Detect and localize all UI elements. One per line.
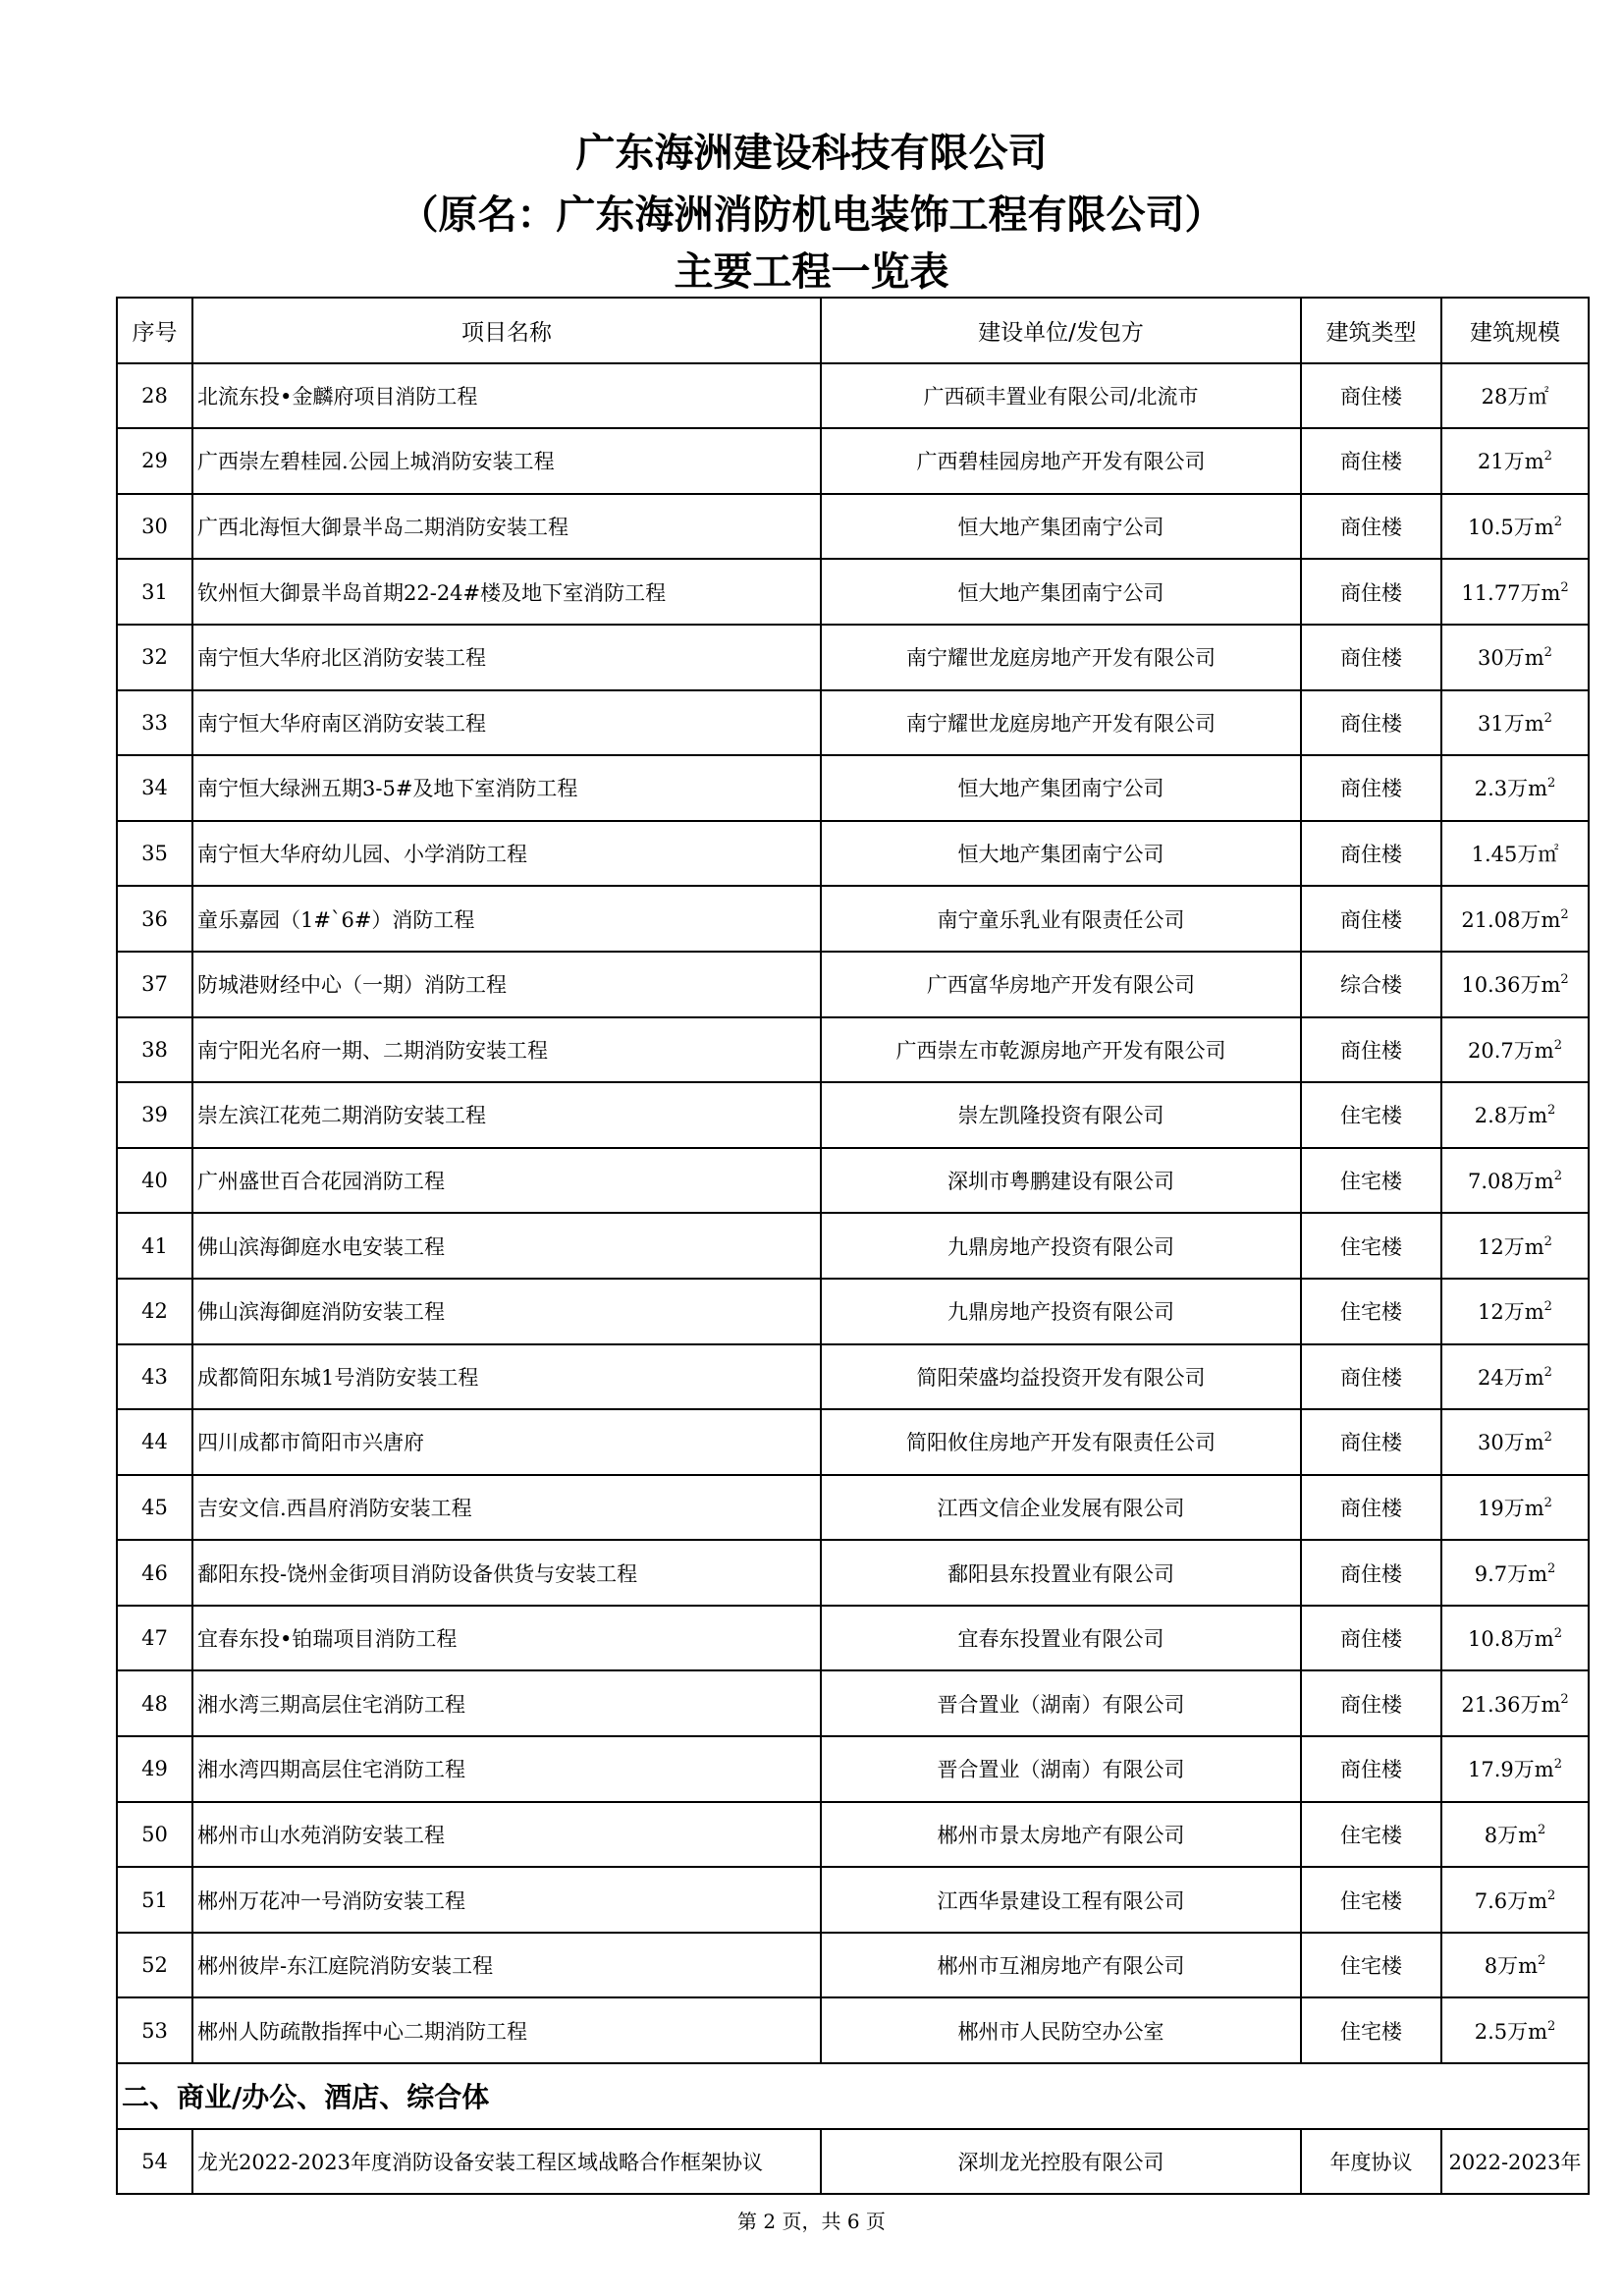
row-scale	[1441, 1017, 1589, 1083]
table-row	[117, 1670, 1589, 1736]
row-scale	[1441, 886, 1589, 952]
row-no: 38	[117, 1017, 192, 1083]
row-scale	[1441, 625, 1589, 690]
table-row	[117, 1279, 1589, 1344]
row-project-name: 鄱阳东投-饶州金街项目消防设备供货与安装工程	[192, 1540, 821, 1606]
table-header-row	[117, 298, 1589, 363]
col-header-no: 序号	[117, 298, 192, 363]
row-scale	[1441, 1540, 1589, 1606]
row-project-name: 吉安文信.西昌府消防安装工程	[192, 1475, 821, 1541]
row-type: 商住楼	[1301, 886, 1441, 952]
row-scale-exponent: 2	[1553, 1037, 1562, 1053]
row-scale-exponent: 2	[1543, 1233, 1552, 1249]
row-client: 九鼎房地产投资有限公司	[821, 1213, 1301, 1279]
row-project-name: 广西崇左碧桂园.公园上城消防安装工程	[192, 428, 821, 494]
row-client: 深圳市粤鹏建设有限公司	[821, 1148, 1301, 1214]
row-type: 住宅楼	[1301, 1802, 1441, 1868]
row-scale	[1441, 428, 1589, 494]
table-row	[117, 1475, 1589, 1541]
row-scale	[1441, 1670, 1589, 1736]
row-project-name: 广州盛世百合花园消防工程	[192, 1148, 821, 1214]
row-project-name: 成都简阳东城1号消防安装工程	[192, 1344, 821, 1410]
row-project-name: 南宁恒大华府幼儿园、小学消防工程	[192, 821, 821, 887]
table-row	[117, 755, 1589, 821]
row-scale-value: 9.7万m	[1474, 1561, 1548, 1586]
row-type: 年度协议	[1301, 2129, 1441, 2195]
row-project-name: 宜春东投•铂瑞项目消防工程	[192, 1606, 821, 1671]
row-scale-value: 20.7万m	[1468, 1038, 1554, 1063]
row-scale-exponent: 2	[1553, 1757, 1562, 1773]
row-no: 31	[117, 559, 192, 625]
row-client: 郴州市景太房地产有限公司	[821, 1802, 1301, 1868]
row-scale-exponent: 2	[1543, 1364, 1552, 1380]
row-scale	[1441, 690, 1589, 756]
row-scale-exponent: 2	[1543, 1430, 1552, 1446]
row-client: 简阳荣盛均益投资开发有限公司	[821, 1344, 1301, 1410]
row-project-name: 北流东投•金麟府项目消防工程	[192, 363, 821, 429]
row-scale	[1441, 1148, 1589, 1214]
table-body-section-2	[117, 2063, 1589, 2194]
row-type: 商住楼	[1301, 1344, 1441, 1410]
row-no: 37	[117, 952, 192, 1017]
row-client: 深圳龙光控股有限公司	[821, 2129, 1301, 2195]
row-type: 商住楼	[1301, 1475, 1441, 1541]
row-project-name: 郴州人防疏散指挥中心二期消防工程	[192, 1997, 821, 2063]
row-no: 53	[117, 1997, 192, 2063]
row-project-name: 防城港财经中心（一期）消防工程	[192, 952, 821, 1017]
row-scale	[1441, 1279, 1589, 1344]
row-type: 商住楼	[1301, 494, 1441, 560]
row-scale-value: 7.08万m	[1468, 1170, 1554, 1194]
row-no: 35	[117, 821, 192, 887]
row-client: 郴州市人民防空办公室	[821, 1997, 1301, 2063]
table-row	[117, 1017, 1589, 1083]
row-scale-value: 2.5万m	[1474, 2019, 1548, 2044]
company-title: 广东海洲建设科技有限公司	[575, 131, 1048, 176]
row-no: 49	[117, 1736, 192, 1802]
row-project-name: 童乐嘉园（1#`6#）消防工程	[192, 886, 821, 952]
row-no: 42	[117, 1279, 192, 1344]
row-scale-value: 28万㎡	[1481, 384, 1549, 409]
projects-table	[116, 297, 1590, 2195]
row-no: 43	[117, 1344, 192, 1410]
row-no: 28	[117, 363, 192, 429]
row-scale	[1441, 755, 1589, 821]
row-scale-value: 30万m	[1478, 646, 1544, 671]
table-body	[117, 363, 1589, 2063]
row-scale	[1441, 952, 1589, 1017]
table-row	[117, 494, 1589, 560]
row-project-name: 南宁恒大绿洲五期3-5#及地下室消防工程	[192, 755, 821, 821]
row-scale-value: 2.3万m	[1474, 777, 1548, 801]
row-scale-exponent: 2	[1547, 1887, 1556, 1903]
col-header-client: 建设单位/发包方	[821, 298, 1301, 363]
row-scale-value: 8万m	[1484, 1823, 1538, 1847]
row-no: 51	[117, 1867, 192, 1933]
row-type: 综合楼	[1301, 952, 1441, 1017]
row-scale-exponent: 2	[1547, 1103, 1556, 1119]
row-client: 广西硕丰置业有限公司/北流市	[821, 363, 1301, 429]
row-client: 恒大地产集团南宁公司	[821, 559, 1301, 625]
row-project-name: 湘水湾四期高层住宅消防工程	[192, 1736, 821, 1802]
row-client: 江西华景建设工程有限公司	[821, 1867, 1301, 1933]
row-type: 商住楼	[1301, 821, 1441, 887]
row-client: 鄱阳县东投置业有限公司	[821, 1540, 1301, 1606]
row-client: 南宁耀世龙庭房地产开发有限公司	[821, 690, 1301, 756]
row-project-name: 南宁恒大华府北区消防安装工程	[192, 625, 821, 690]
row-no: 32	[117, 625, 192, 690]
row-client: 晋合置业（湖南）有限公司	[821, 1736, 1301, 1802]
row-scale-exponent: 2	[1543, 1495, 1552, 1510]
row-type: 住宅楼	[1301, 1213, 1441, 1279]
row-scale-exponent: 2	[1560, 972, 1569, 988]
row-scale-value: 21万m	[1478, 450, 1544, 474]
row-no: 39	[117, 1082, 192, 1148]
row-client: 恒大地产集团南宁公司	[821, 821, 1301, 887]
table-row	[117, 1344, 1589, 1410]
row-client: 广西碧桂园房地产开发有限公司	[821, 428, 1301, 494]
row-scale-exponent: 2	[1543, 710, 1552, 726]
row-project-name: 崇左滨江花苑二期消防安装工程	[192, 1082, 821, 1148]
row-client: 恒大地产集团南宁公司	[821, 755, 1301, 821]
row-type: 商住楼	[1301, 363, 1441, 429]
row-client: 晋合置业（湖南）有限公司	[821, 1670, 1301, 1736]
row-scale	[1441, 1475, 1589, 1541]
row-client: 九鼎房地产投资有限公司	[821, 1279, 1301, 1344]
row-no: 41	[117, 1213, 192, 1279]
row-project-name: 四川成都市简阳市兴唐府	[192, 1409, 821, 1475]
col-header-type: 建筑类型	[1301, 298, 1441, 363]
row-no: 40	[117, 1148, 192, 1214]
row-scale	[1441, 1082, 1589, 1148]
table-row	[117, 1082, 1589, 1148]
row-client: 江西文信企业发展有限公司	[821, 1475, 1301, 1541]
row-scale-value: 30万m	[1478, 1431, 1544, 1455]
row-type: 住宅楼	[1301, 1867, 1441, 1933]
row-no: 54	[117, 2129, 192, 2195]
row-client: 郴州市互湘房地产有限公司	[821, 1933, 1301, 1998]
table-row	[117, 363, 1589, 429]
row-project-name: 南宁阳光名府一期、二期消防安装工程	[192, 1017, 821, 1083]
row-type: 商住楼	[1301, 690, 1441, 756]
row-client: 南宁童乐乳业有限责任公司	[821, 886, 1301, 952]
table-row	[117, 2129, 1589, 2195]
row-scale-value: 2022-2023年	[1448, 2150, 1582, 2174]
row-project-name: 郴州万花冲一号消防安装工程	[192, 1867, 821, 1933]
row-type: 商住楼	[1301, 1670, 1441, 1736]
row-project-name: 龙光2022-2023年度消防设备安装工程区域战略合作框架协议	[192, 2129, 821, 2195]
row-no: 44	[117, 1409, 192, 1475]
row-no: 30	[117, 494, 192, 560]
row-type: 商住楼	[1301, 1540, 1441, 1606]
row-scale-exponent: 2	[1547, 1560, 1556, 1576]
row-scale	[1441, 1409, 1589, 1475]
row-client: 崇左凯隆投资有限公司	[821, 1082, 1301, 1148]
row-scale	[1441, 1606, 1589, 1671]
row-scale-value: 2.8万m	[1474, 1104, 1548, 1128]
row-type: 住宅楼	[1301, 1082, 1441, 1148]
table-row	[117, 952, 1589, 1017]
row-no: 46	[117, 1540, 192, 1606]
row-client: 恒大地产集团南宁公司	[821, 494, 1301, 560]
col-header-name: 项目名称	[192, 298, 821, 363]
row-scale-exponent: 2	[1538, 1822, 1546, 1837]
row-project-name: 广西北海恒大御景半岛二期消防安装工程	[192, 494, 821, 560]
row-scale-value: 10.8万m	[1468, 1627, 1554, 1652]
row-scale-exponent: 2	[1547, 776, 1556, 792]
row-scale-value: 12万m	[1478, 1234, 1544, 1259]
table-row	[117, 1802, 1589, 1868]
row-scale-exponent: 2	[1560, 906, 1569, 922]
row-scale	[1441, 494, 1589, 560]
table-row	[117, 625, 1589, 690]
row-scale	[1441, 363, 1589, 429]
row-scale-exponent: 2	[1543, 645, 1552, 661]
row-type: 住宅楼	[1301, 1279, 1441, 1344]
row-scale-value: 24万m	[1478, 1365, 1544, 1390]
row-scale-value: 31万m	[1478, 711, 1544, 736]
table-row	[117, 1409, 1589, 1475]
row-scale	[1441, 821, 1589, 887]
row-scale-value: 21.36万m	[1461, 1692, 1561, 1717]
row-project-name: 南宁恒大华府南区消防安装工程	[192, 690, 821, 756]
row-scale-value: 10.5万m	[1468, 516, 1554, 540]
row-scale-value: 11.77万m	[1461, 580, 1561, 605]
row-type: 商住楼	[1301, 625, 1441, 690]
row-scale	[1441, 1867, 1589, 1933]
row-client: 南宁耀世龙庭房地产开发有限公司	[821, 625, 1301, 690]
row-scale	[1441, 1344, 1589, 1410]
row-no: 50	[117, 1802, 192, 1868]
row-type: 住宅楼	[1301, 1933, 1441, 1998]
row-client: 广西崇左市乾源房地产开发有限公司	[821, 1017, 1301, 1083]
row-type: 商住楼	[1301, 428, 1441, 494]
row-no: 45	[117, 1475, 192, 1541]
table-row	[117, 1997, 1589, 2063]
row-scale-exponent: 2	[1560, 1691, 1569, 1707]
row-no: 34	[117, 755, 192, 821]
row-no: 52	[117, 1933, 192, 1998]
row-type: 商住楼	[1301, 755, 1441, 821]
table-row	[117, 428, 1589, 494]
row-scale	[1441, 559, 1589, 625]
row-type: 商住楼	[1301, 1736, 1441, 1802]
section-heading-row	[117, 2063, 1589, 2129]
former-name: （原名：广东海洲消防机电装饰工程有限公司）	[399, 192, 1224, 238]
table-row	[117, 1606, 1589, 1671]
table-title: 主要工程一览表	[674, 249, 949, 295]
section-heading: 二、商业/办公、酒店、综合体	[117, 2063, 1589, 2129]
row-scale-exponent: 2	[1553, 1169, 1562, 1184]
row-project-name: 郴州市山水苑消防安装工程	[192, 1802, 821, 1868]
col-header-scale: 建筑规模	[1441, 298, 1589, 363]
row-scale-value: 19万m	[1478, 1496, 1544, 1520]
table-row	[117, 690, 1589, 756]
row-type: 住宅楼	[1301, 1997, 1441, 2063]
row-client: 宜春东投置业有限公司	[821, 1606, 1301, 1671]
table-row	[117, 1736, 1589, 1802]
row-scale-value: 7.6万m	[1474, 1888, 1548, 1913]
row-scale-exponent: 2	[1538, 1953, 1546, 1969]
row-scale-exponent: 2	[1553, 515, 1562, 530]
row-scale-value: 10.36万m	[1461, 973, 1561, 998]
row-project-name: 佛山滨海御庭水电安装工程	[192, 1213, 821, 1279]
row-project-name: 郴州彼岸-东江庭院消防安装工程	[192, 1933, 821, 1998]
row-no: 48	[117, 1670, 192, 1736]
row-no: 29	[117, 428, 192, 494]
row-scale	[1441, 2129, 1589, 2195]
table-row	[117, 1540, 1589, 1606]
row-scale-exponent: 2	[1553, 1626, 1562, 1642]
table-row	[117, 1867, 1589, 1933]
table-row	[117, 1213, 1589, 1279]
row-scale-value: 1.45万㎡	[1471, 843, 1559, 867]
row-scale-exponent: 2	[1543, 449, 1552, 465]
row-project-name: 湘水湾三期高层住宅消防工程	[192, 1670, 821, 1736]
row-scale	[1441, 1997, 1589, 2063]
page-footer: 第 2 页，共 6 页	[737, 2210, 886, 2233]
row-scale-value: 8万m	[1484, 1954, 1538, 1979]
row-scale	[1441, 1213, 1589, 1279]
row-type: 商住楼	[1301, 1606, 1441, 1671]
row-type: 商住楼	[1301, 559, 1441, 625]
row-type: 商住楼	[1301, 1409, 1441, 1475]
row-type: 商住楼	[1301, 1017, 1441, 1083]
row-scale-exponent: 2	[1547, 2018, 1556, 2034]
row-scale-exponent: 2	[1560, 579, 1569, 595]
row-type: 住宅楼	[1301, 1148, 1441, 1214]
row-scale-value: 17.9万m	[1468, 1758, 1554, 1782]
row-scale-value: 12万m	[1478, 1300, 1544, 1325]
table-row	[117, 559, 1589, 625]
row-project-name: 钦州恒大御景半岛首期22-24#楼及地下室消防工程	[192, 559, 821, 625]
row-no: 47	[117, 1606, 192, 1671]
row-client: 广西富华房地产开发有限公司	[821, 952, 1301, 1017]
row-scale	[1441, 1802, 1589, 1868]
row-scale-exponent: 2	[1543, 1299, 1552, 1315]
row-client: 简阳攸住房地产开发有限责任公司	[821, 1409, 1301, 1475]
row-scale-value: 21.08万m	[1461, 907, 1561, 932]
table-row	[117, 886, 1589, 952]
table-row	[117, 1933, 1589, 1998]
table-row	[117, 821, 1589, 887]
row-scale	[1441, 1933, 1589, 1998]
row-no: 36	[117, 886, 192, 952]
row-no: 33	[117, 690, 192, 756]
row-scale	[1441, 1736, 1589, 1802]
row-project-name: 佛山滨海御庭消防安装工程	[192, 1279, 821, 1344]
table-row	[117, 1148, 1589, 1214]
